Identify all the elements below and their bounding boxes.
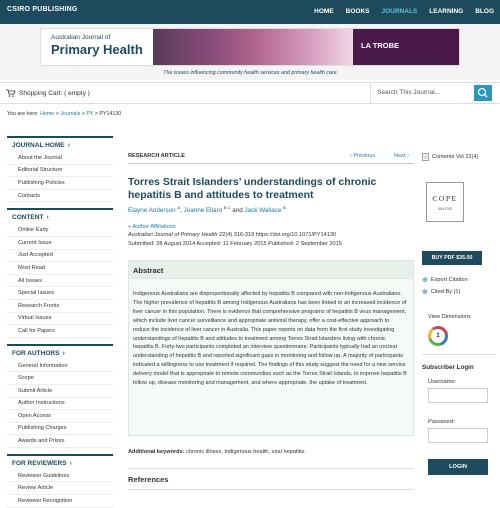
shopping-cart[interactable] <box>6 89 90 97</box>
sidebar-heading-label: JOURNAL HOME <box>12 142 65 149</box>
sidebar-item[interactable]: Publishing Policies <box>7 177 113 190</box>
next-label: Next <box>394 153 406 159</box>
citation-details[interactable]: 22(4) 316-319 https://doi.org/10.1071/PY14130 <box>219 232 337 238</box>
chevron-right-icon: › <box>46 214 49 222</box>
buy-pdf-button[interactable]: BUY PDF $35.00 <box>422 251 482 265</box>
cope-text: COPE <box>432 194 458 203</box>
main-nav <box>308 0 500 24</box>
journal-banner[interactable] <box>40 28 460 66</box>
export-label: Export Citation <box>430 277 468 283</box>
nav-home[interactable]: HOME <box>314 8 334 15</box>
keywords-text: chronic illness, Indigenous health, viral hepatitis. <box>186 449 306 455</box>
sidebar-heading-for-reviewers[interactable] <box>7 454 113 470</box>
cope-subtext: JM12793 <box>437 207 453 211</box>
author-sup: B C <box>223 205 231 210</box>
sidebar-item[interactable]: Research Fronts <box>7 300 113 313</box>
dimensions-count: 1 <box>431 329 445 343</box>
next-article-link[interactable]: Next › <box>394 153 409 159</box>
sidebar-item[interactable]: Review Article <box>7 482 113 495</box>
sidebar-heading-content[interactable] <box>7 208 113 224</box>
author-affiliations-toggle[interactable]: + Author Affiliations <box>128 224 176 230</box>
login-button[interactable]: LOGIN <box>428 459 488 475</box>
login-heading: Subscriber Login <box>422 364 474 371</box>
dimensions-badge[interactable] <box>428 326 448 346</box>
chevron-right-icon: › <box>67 142 70 149</box>
password-field[interactable] <box>428 428 488 443</box>
document-icon <box>422 153 429 161</box>
author-conjunction: and <box>230 207 245 215</box>
journal-banner-area <box>0 24 500 80</box>
top-navbar <box>0 0 500 24</box>
divider <box>128 489 414 490</box>
cited-icon: ⊕ <box>422 289 428 296</box>
previous-article-link[interactable]: ‹ Previous <box>350 153 376 159</box>
sidebar-item[interactable]: Virtual Issues <box>7 313 113 326</box>
keywords-label: Additional keywords: <box>128 449 185 455</box>
abstract-heading: Abstract <box>129 261 413 279</box>
citation-line <box>128 232 336 238</box>
chevron-right-icon: › <box>69 459 72 467</box>
previous-label: Previous <box>353 153 376 159</box>
sidebar-item[interactable]: Just Accepted <box>7 250 113 263</box>
brand-logo[interactable]: CSIRO PUBLISHING <box>7 6 78 13</box>
sidebar-item[interactable]: Awards and Prizes <box>7 435 113 448</box>
sidebar-item[interactable]: All Issues <box>7 275 113 288</box>
sidebar-item[interactable]: Author Instructions <box>7 398 113 411</box>
keywords <box>128 449 306 455</box>
sidebar-item[interactable]: Current Issue <box>7 237 113 250</box>
breadcrumb-py[interactable]: PY <box>86 111 94 117</box>
abstract-box <box>128 260 414 436</box>
contents-label: Contents Vol 22(4) <box>432 154 479 160</box>
publication-dates: Submitted: 28 August 2014 Accepted: 11 February 2015 Published: 2 September 2015 <box>128 241 342 247</box>
sidebar-item[interactable]: Scope <box>7 372 113 385</box>
sidebar-item[interactable]: Special Issues <box>7 287 113 300</box>
banner-photo <box>153 29 353 65</box>
breadcrumb-journals[interactable]: Journals <box>60 111 81 117</box>
username-field[interactable] <box>428 388 488 403</box>
sidebar-item[interactable]: Publishing Charges <box>7 423 113 436</box>
sidebar-item[interactable]: About the Journal <box>7 152 113 165</box>
export-citation-link[interactable] <box>422 276 468 284</box>
breadcrumb-prefix: You are here: <box>7 111 39 117</box>
breadcrumb-current: PY14130 <box>99 111 122 117</box>
sidebar-item[interactable]: Call for Papers <box>7 325 113 338</box>
references-heading[interactable]: References <box>128 475 169 484</box>
cited-label: Cited By (1) <box>430 289 461 295</box>
article-type-label: RESEARCH ARTICLE <box>128 153 185 159</box>
cart-label: Shopping Cart: ( empty ) <box>19 89 90 97</box>
password-label: Password: <box>428 419 456 425</box>
search-icon <box>474 85 492 101</box>
subscriber-login <box>422 354 496 484</box>
article-main <box>128 150 414 484</box>
cart-icon <box>6 89 15 97</box>
export-icon: ⊕ <box>422 277 428 284</box>
chevron-right-icon: › <box>62 349 65 357</box>
nav-journals[interactable]: JOURNALS <box>381 8 418 15</box>
author-link[interactable]: Elayne Anderson <box>128 207 176 215</box>
journal-tagline: The issues influencing community health services and primary health care <box>163 70 337 76</box>
username-label: Username: <box>428 379 457 385</box>
university-logo <box>353 29 459 65</box>
author-separator: , <box>180 207 184 215</box>
sidebar-heading-label: FOR AUTHORS <box>12 349 60 357</box>
sidebar-heading-journal-home[interactable] <box>7 136 113 152</box>
author-sup: B <box>283 205 286 210</box>
contents-link[interactable] <box>422 153 478 161</box>
sidebar-item[interactable]: Reviewer Guidelines <box>7 470 113 483</box>
view-dimensions-label[interactable]: View Dimensions <box>428 314 471 320</box>
sidebar-item[interactable]: General Information <box>7 360 113 373</box>
cart-search-bar <box>0 82 500 104</box>
article-title: Torres Strait Islanders’ understandings of chronic hepatitis B and attitudes to treatment <box>128 176 377 201</box>
author-link[interactable]: Jeanne Ellard <box>183 207 223 215</box>
abstract-text: Indigenous Australians are disproportionally affected by hepatitis B compared with non-Indigenous Australians. The higher prevalence of hepatitis B among Indigenous Australians has been linked to an increased incidence of liver cancer in this population. There is evidence that comprehensive programs of hepatitis B virus management, which include liver cancer surveillance and appropriate antiviral therapy, offer a cost-effective approach to reduce the incidence of liver cancer in Australia. This paper reports on data from the first study investigating understandings of hepatitis B and attitudes to treatment among Torres Strait Islanders living with chronic hepatitis B. Forty-two participants completed an interview questionnaire. Participants typically had an unclear understanding of hepatitis B and reported significant gaps in monitoring and follow up. A majority of participants indicated a willingness to use treatment if required. The findings of this study suggest the need for a new service delivery model that is appropriate to remote communities such as the Torres Strait Islands, to improve hepatitis B follow up, disease monitoring and management, and where appropriate, the uptake of treatment. <box>133 291 407 387</box>
journal-name-line1: Australian Journal of <box>51 34 111 41</box>
university-name: LA TROBE <box>361 41 400 50</box>
sidebar-item[interactable]: Editorial Structure <box>7 165 113 178</box>
breadcrumb-home[interactable]: Home <box>40 111 55 117</box>
sidebar-heading-label: CONTENT <box>12 214 44 222</box>
sidebar-item[interactable]: Reviewer Recognition <box>7 495 113 508</box>
sidebar-item[interactable]: Most Read <box>7 262 113 275</box>
cited-by-link[interactable] <box>422 288 460 296</box>
divider <box>128 468 414 469</box>
journal-name[interactable]: Australian Journal of Primary Health <box>128 232 218 238</box>
search-button[interactable] <box>474 85 492 101</box>
breadcrumb: You are here: Home > Journals > PY > PY14130 <box>7 111 122 117</box>
author-list <box>128 205 286 214</box>
sidebar <box>7 136 113 508</box>
sidebar-heading-label: FOR REVIEWERS <box>12 459 67 467</box>
sidebar-item[interactable]: Contacts <box>7 190 113 203</box>
author-sup: A <box>177 205 181 210</box>
sidebar-item[interactable]: Submit Article <box>7 385 113 398</box>
nav-learning[interactable]: LEARNING <box>429 8 464 15</box>
nav-books[interactable]: BOOKS <box>345 8 370 15</box>
journal-name-line2: Primary Health <box>51 42 143 57</box>
sidebar-item[interactable]: Online Early <box>7 224 113 237</box>
nav-blog[interactable]: BLOG <box>475 8 494 15</box>
author-link[interactable]: Jack Wallace <box>244 207 282 215</box>
sidebar-item[interactable]: Open Access <box>7 410 113 423</box>
article-toolbar <box>128 150 414 164</box>
cope-badge[interactable] <box>426 182 464 222</box>
search-input[interactable]: Search This Journal... <box>370 83 472 103</box>
sidebar-heading-for-authors[interactable] <box>7 344 113 360</box>
